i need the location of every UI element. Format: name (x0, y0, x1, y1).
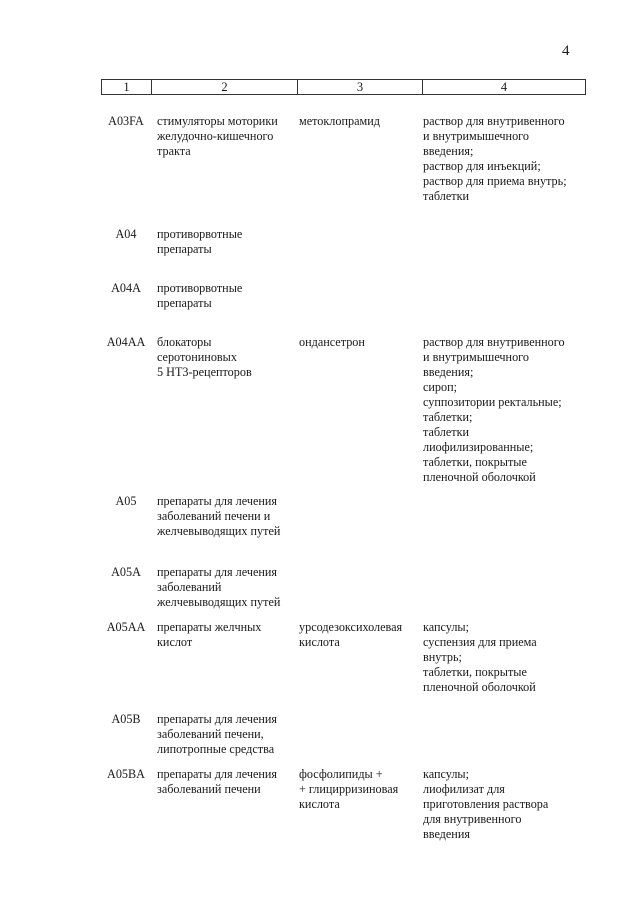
substance-line: кислота (299, 797, 340, 811)
substance-name (299, 114, 417, 129)
group-line: заболеваний печени (157, 782, 261, 796)
group-name (157, 767, 298, 797)
substance-line: + глицирризиновая (299, 782, 399, 796)
substance-line: кислота (299, 635, 340, 649)
group-line: заболеваний печени и (157, 509, 271, 523)
group-name (157, 114, 298, 159)
substance-name (299, 335, 417, 350)
atc-code: A03FA (108, 114, 144, 128)
group-line: препараты для лечения (157, 712, 278, 726)
group-name (157, 281, 298, 311)
atc-code: A05 (115, 494, 137, 508)
group-line: препараты для лечения (157, 767, 278, 781)
group-name (157, 565, 298, 610)
form-line: введения (423, 827, 470, 841)
atc-code: A05AA (106, 620, 146, 634)
form-line: и внутримышечного (423, 350, 529, 364)
form-line: внутрь; (423, 650, 462, 664)
form-line: для внутривенного (423, 812, 522, 826)
group-line: желчевыводящих путей (157, 595, 281, 609)
form-line: таблетки, покрытые (423, 665, 527, 679)
form-line: раствор для внутривенного (423, 335, 565, 349)
group-line: 5 HT3-рецепторов (157, 365, 252, 379)
dosage-forms (423, 114, 575, 204)
substance-line: метоклопрамид (299, 114, 380, 128)
substance-line: ондансетрон (299, 335, 365, 349)
group-line: кислот (157, 635, 193, 649)
form-line: пленочной оболочкой (423, 680, 536, 694)
header-col-2: 2 (152, 80, 298, 94)
group-name (157, 227, 298, 257)
group-line: препараты желчных (157, 620, 262, 634)
group-line: стимуляторы моторики (157, 114, 278, 128)
form-line: суспензия для приема (423, 635, 537, 649)
header-col-3: 3 (298, 80, 423, 94)
form-line: таблетки, покрытые (423, 455, 527, 469)
group-line: противорвотные (157, 227, 243, 241)
group-line: противорвотные (157, 281, 243, 295)
atc-code: A05B (111, 712, 141, 726)
group-line: заболеваний (157, 580, 222, 594)
group-line: липотропные средства (157, 742, 275, 756)
form-line: введения; (423, 365, 474, 379)
form-line: таблетки (423, 189, 470, 203)
dosage-forms (423, 767, 575, 842)
header-col-4: 4 (500, 80, 508, 94)
group-line: препараты для лечения (157, 565, 278, 579)
form-line: раствор для инъекций; (423, 159, 541, 173)
substance-line: фосфолипиды + (299, 767, 383, 781)
form-line: пленочной оболочкой (423, 470, 536, 484)
group-line: желчевыводящих путей (157, 524, 281, 538)
atc-code: A04 (115, 227, 137, 241)
form-line: сироп; (423, 380, 458, 394)
group-line: желудочно-кишечного (157, 129, 274, 143)
form-line: раствор для внутривенного (423, 114, 565, 128)
atc-code: A04AA (106, 335, 146, 349)
form-line: раствор для приема внутрь; (423, 174, 567, 188)
group-line: препараты для лечения (157, 494, 278, 508)
header-col-1: 1 (102, 80, 152, 94)
substance-name (299, 620, 417, 650)
form-line: лиофилизированные; (423, 440, 534, 454)
substance-line: урсодезоксихолевая (299, 620, 403, 634)
form-line: капсулы; (423, 767, 469, 781)
dosage-forms (423, 335, 575, 485)
form-line: введения; (423, 144, 474, 158)
form-line: суппозитории ректальные; (423, 395, 562, 409)
group-name (157, 494, 298, 539)
group-line: серотониновых (157, 350, 237, 364)
group-line: препараты (157, 296, 212, 310)
atc-code: A05BA (107, 767, 145, 781)
form-line: и внутримышечного (423, 129, 529, 143)
table-header-row (101, 79, 586, 95)
page-number: 4 (562, 43, 570, 59)
form-line: приготовления раствора (423, 797, 549, 811)
substance-name (299, 767, 417, 812)
group-name (157, 712, 298, 757)
form-line: таблетки; (423, 410, 473, 424)
dosage-forms (423, 620, 575, 695)
form-line: капсулы; (423, 620, 469, 634)
form-line: лиофилизат для (423, 782, 505, 796)
group-line: препараты (157, 242, 212, 256)
form-line: таблетки (423, 425, 470, 439)
group-line: заболеваний печени, (157, 727, 264, 741)
group-name (157, 620, 298, 650)
group-line: тракта (157, 144, 191, 158)
group-line: блокаторы (157, 335, 212, 349)
atc-code: A04A (111, 281, 141, 295)
atc-code: A05A (111, 565, 141, 579)
group-name (157, 335, 298, 380)
